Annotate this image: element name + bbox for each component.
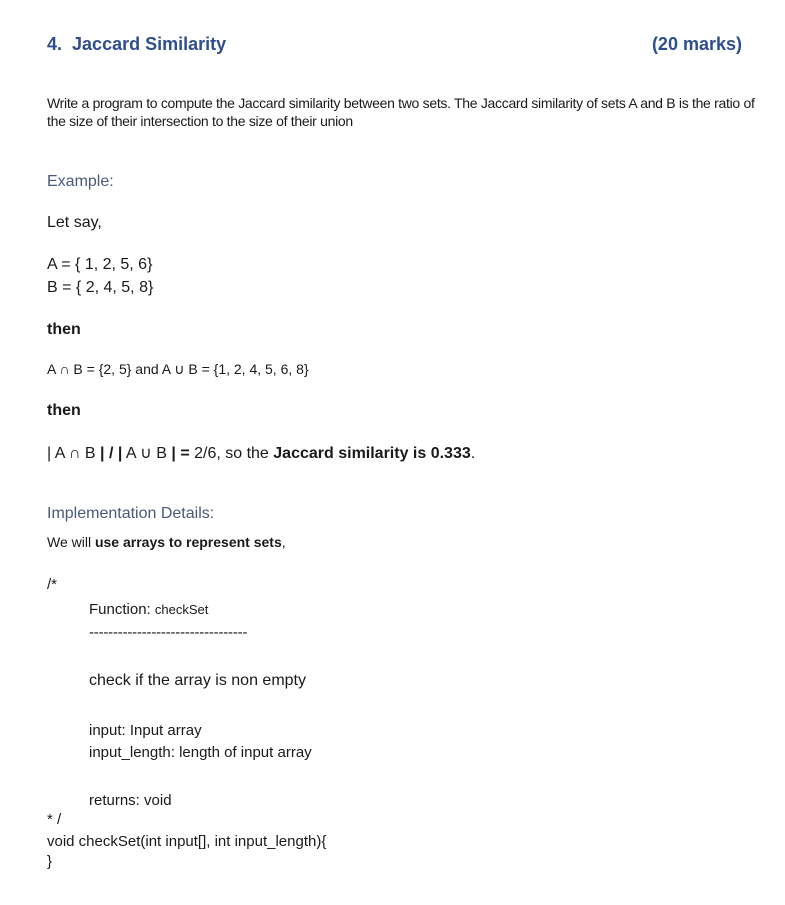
function-signature: void checkSet(int input[], int input_length){ — [47, 833, 327, 850]
then-label-2: then — [47, 402, 81, 419]
implementation-heading: Implementation Details: — [47, 505, 215, 522]
result-part-e: 2/6, so the — [194, 445, 274, 462]
result-part-a: | A ∩ B — [47, 445, 101, 462]
result-part-f: Jaccard similarity is 0.333 — [273, 445, 471, 462]
set-b-definition: B = { 2, 4, 5, 8} — [47, 279, 154, 296]
param-input: input: Input array — [89, 722, 202, 739]
implementation-prefix: We will — [47, 534, 95, 550]
closing-brace: } — [47, 853, 53, 870]
set-a-definition: A = { 1, 2, 5, 6} — [47, 256, 153, 273]
implementation-suffix: , — [281, 534, 286, 550]
intro-paragraph: Write a program to compute the Jaccard similarity between two sets. The Jaccard similarity of sets A and B is the ratio of the size of their intersection to the size of their union — [47, 95, 755, 129]
function-name: checkSet — [154, 602, 209, 617]
function-divider: --------------------------------- — [89, 624, 248, 641]
implementation-line — [47, 534, 286, 550]
intersection-union-line: A ∩ B = {2, 5} and A ∪ B = {1, 2, 4, 5, 6, 8} — [47, 361, 309, 377]
question-title: Jaccard Similarity — [72, 34, 227, 54]
function-line — [89, 601, 208, 618]
example-heading: Example: — [47, 173, 114, 190]
function-description: check if the array is non empty — [89, 672, 306, 689]
result-part-b: | / | — [100, 445, 123, 462]
question-heading — [47, 34, 226, 55]
result-part-c: A ∪ B — [122, 445, 172, 462]
result-part-g: . — [470, 445, 476, 462]
then-label-1: then — [47, 321, 81, 338]
comment-open: /* — [47, 576, 58, 593]
question-marks: (20 marks) — [651, 34, 742, 54]
comment-close: * / — [47, 811, 62, 828]
function-label: Function: — [89, 601, 155, 618]
result-part-d: | = — [171, 445, 195, 462]
question-number: 4. — [47, 34, 63, 54]
returns-line: returns: void — [89, 792, 172, 809]
implementation-bold: use arrays to represent sets — [94, 534, 282, 550]
let-say-text: Let say, — [47, 214, 102, 231]
param-input-length: input_length: length of input array — [89, 744, 312, 761]
jaccard-result-line — [47, 443, 475, 463]
